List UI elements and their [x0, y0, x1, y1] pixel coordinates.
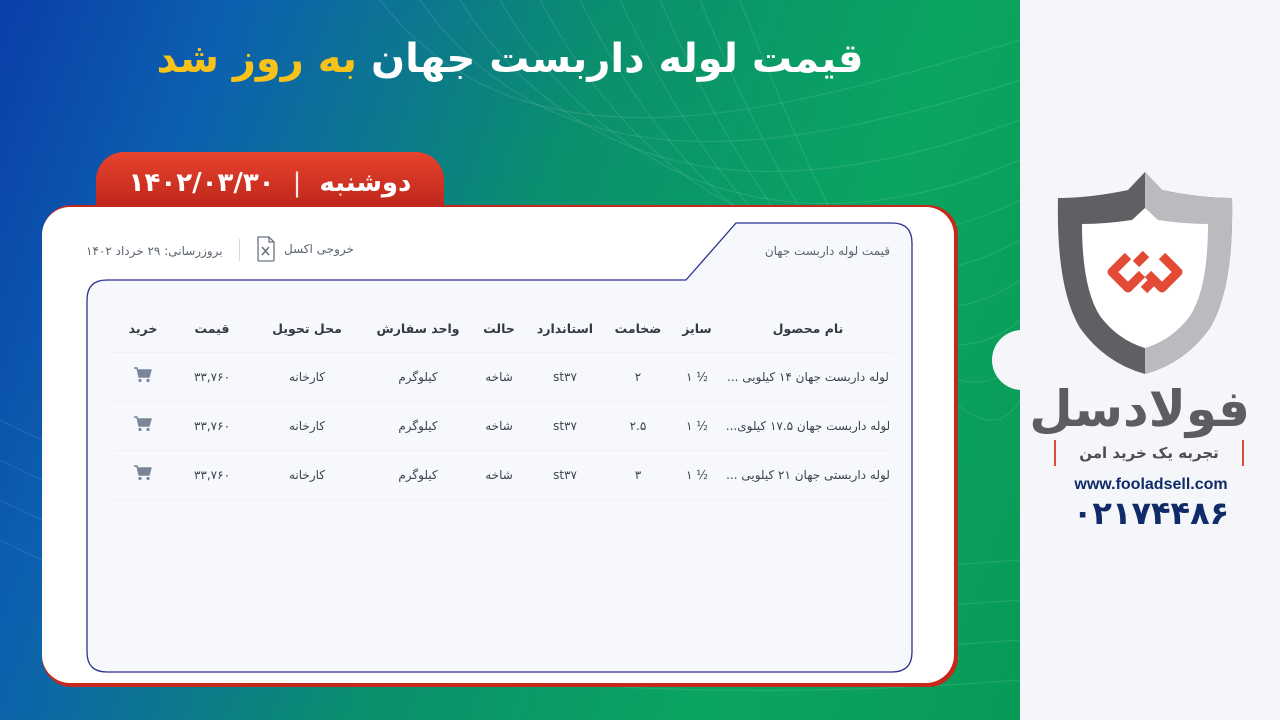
- shopping-cart-icon[interactable]: [134, 367, 152, 383]
- cell-standard: st۳۷: [525, 401, 605, 450]
- cell-size: ½ ۱: [671, 352, 723, 401]
- col-thickness: ضخامت: [605, 306, 671, 352]
- cell-delivery: کارخانه: [251, 352, 363, 401]
- cell-buy: [113, 401, 173, 450]
- cell-standard: st۳۷: [525, 450, 605, 499]
- cell-thickness: ۲: [605, 352, 671, 401]
- page-headline: [150, 36, 870, 116]
- headline-highlight: به روز شد: [156, 36, 357, 82]
- cell-name: لوله داربست جهان ۱۷.۵ کیلوی...: [723, 401, 893, 450]
- brand-website: www.fooladsell.com: [1074, 476, 1228, 493]
- brand-tagline: تجربه یک خرید امن: [1054, 440, 1244, 466]
- excel-export-label: خروجی اکسل: [284, 242, 354, 256]
- cell-unit: کیلوگرم: [363, 401, 473, 450]
- cell-unit: کیلوگرم: [363, 450, 473, 499]
- table-header-row: [113, 306, 893, 352]
- shopping-cart-icon[interactable]: [134, 416, 152, 432]
- headline-main: قیمت لوله داربست جهان: [370, 36, 864, 82]
- date-separator: |: [292, 168, 302, 198]
- cell-unit: کیلوگرم: [363, 352, 473, 401]
- table-row: [113, 450, 893, 499]
- cell-buy: [113, 352, 173, 401]
- panel-toolbar: [86, 236, 894, 268]
- cell-price: ۳۳,۷۶۰: [173, 352, 251, 401]
- cell-standard: st۳۷: [525, 352, 605, 401]
- cell-state: شاخه: [473, 401, 525, 450]
- brand-name: [1029, 380, 1250, 438]
- cell-name: لوله داربست جهان ۱۴ کیلویی ...: [723, 352, 893, 401]
- col-name: نام محصول: [723, 306, 893, 352]
- weekday-label: دوشنبه: [319, 168, 412, 198]
- shield-chain-logo: [1050, 168, 1240, 378]
- date-label: ۱۴۰۲/۰۳/۳۰: [128, 168, 275, 198]
- cell-name: لوله داربستی جهان ۲۱ کیلویی ...: [723, 450, 893, 499]
- brand-name-tail: سل: [1029, 380, 1124, 438]
- cell-delivery: کارخانه: [251, 450, 363, 499]
- price-table: [113, 306, 893, 500]
- table-row: [113, 401, 893, 450]
- shopping-cart-icon[interactable]: [134, 465, 152, 481]
- col-price: قیمت: [173, 306, 251, 352]
- cell-state: شاخه: [473, 450, 525, 499]
- cell-price: ۳۳,۷۶۰: [173, 401, 251, 450]
- cell-price: ۳۳,۷۶۰: [173, 450, 251, 499]
- col-unit: واحد سفارش: [363, 306, 473, 352]
- col-state: حالت: [473, 306, 525, 352]
- cell-state: شاخه: [473, 352, 525, 401]
- excel-export-button[interactable]: [256, 236, 354, 262]
- cell-buy: [113, 450, 173, 499]
- table-row: [113, 352, 893, 401]
- col-standard: استاندارد: [525, 306, 605, 352]
- cell-thickness: ۳: [605, 450, 671, 499]
- brand-name-main: فولاد: [1123, 380, 1250, 438]
- toolbar-divider: [239, 239, 240, 261]
- brand-phone: ۰۲۱۷۴۴۸۶: [1072, 494, 1230, 532]
- panel-title: قیمت لوله داربست جهان: [764, 244, 890, 258]
- col-buy: خرید: [113, 306, 173, 352]
- col-size: سایز: [671, 306, 723, 352]
- cell-size: ½ ۱: [671, 450, 723, 499]
- excel-file-icon: [256, 236, 276, 262]
- cell-thickness: ۲.۵: [605, 401, 671, 450]
- col-delivery: محل تحویل: [251, 306, 363, 352]
- updated-date: بروزرسانی: ۲۹ خرداد ۱۴۰۲: [86, 244, 223, 258]
- cell-size: ½ ۱: [671, 401, 723, 450]
- cell-delivery: کارخانه: [251, 401, 363, 450]
